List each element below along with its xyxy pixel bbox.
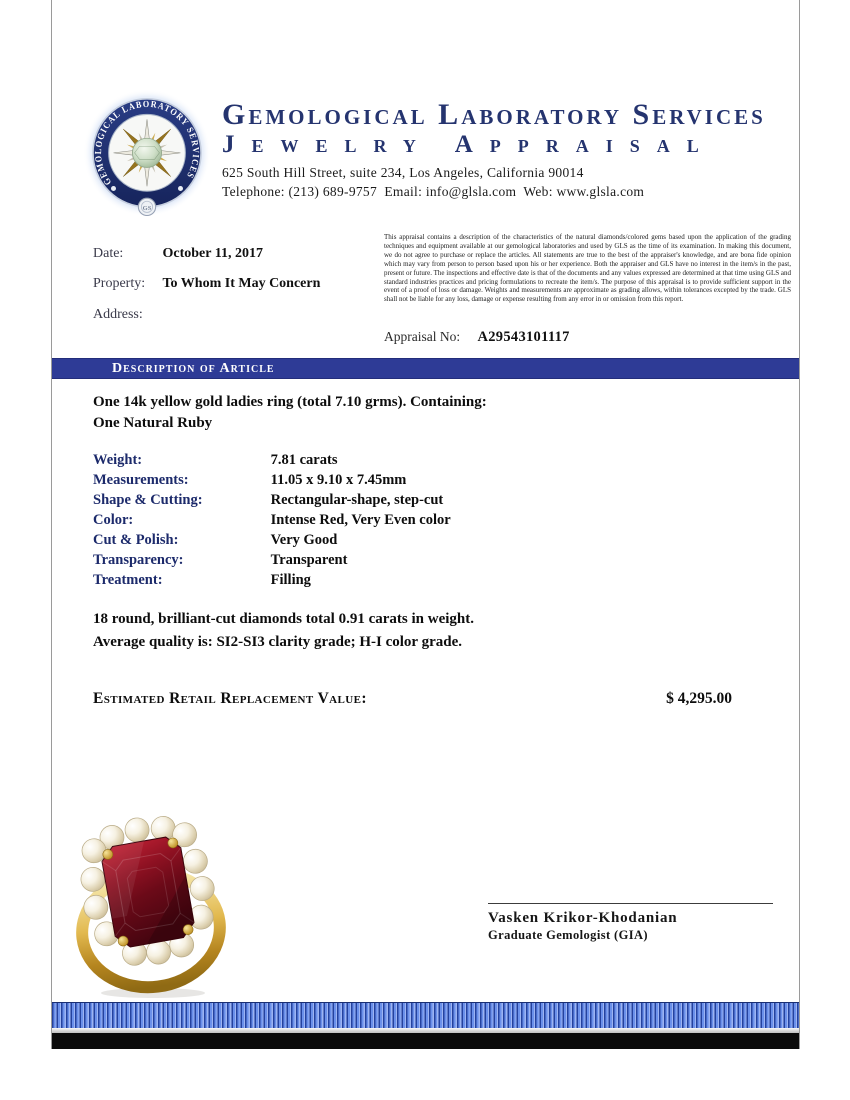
spec-label: Cut & Polish:	[93, 532, 179, 548]
ring-photo	[63, 816, 263, 1004]
spec-label: Treatment:	[93, 572, 163, 588]
spec-value: Filling	[270, 572, 311, 588]
spec-value: Intense Red, Very Even color	[270, 512, 451, 528]
table-row	[93, 450, 451, 470]
disclaimer-text: This appraisal contains a description of the characteristics of the natural diamonds/colored gems based upon the application of the grading techniques and equipment available at our gemological laboratories and used by GLS as the time of its examination. In making this document, we do not agree to purchase or replace the articles. All statements are true to the best of the appraiser's knowledge, and are bona fide opinion which may vary from person to person based upon his or her experience. Both the appraiser and GLS have no interest in the item/s in the past, present or future. The inspections and effective date is that of the documents and any values expressed are determined at that time using GLS and standard industries practices and pricing formulations to recreate the item/s. The purpose of this appraisal is to provide sufficient support in the event of a proof of loss or damage. Weights and measurements are approximate as grading allows, within tolerances excepted by the trade. GLS shall not be liable for any loss, damage or expense resulting from any error in or omission from this report.	[384, 233, 791, 304]
diamonds-line1: 18 round, brilliant-cut diamonds total 0.91 carats in weight.	[93, 611, 474, 627]
table-row	[93, 510, 451, 530]
valuation-amount: $ 4,295.00	[666, 690, 732, 707]
property-label: Property:	[93, 276, 146, 291]
address-row	[93, 307, 159, 323]
spec-value: Very Good	[270, 532, 338, 548]
seal-dot-left	[111, 186, 116, 191]
article-description-line2: One Natural Ruby	[93, 415, 213, 431]
property-value: To Whom It May Concern	[162, 276, 321, 291]
company-seal-graphic	[82, 88, 212, 222]
section-title: Description of Article	[112, 361, 275, 376]
company-seal-logo	[82, 88, 212, 222]
valuation-label: Estimated Retail Replacement Value:	[93, 690, 367, 707]
signature-block	[488, 903, 773, 943]
date-label: Date:	[93, 246, 124, 261]
company-name: Gemological Laboratory Services	[222, 98, 766, 131]
company-address: 625 South Hill Street, suite 234, Los Angeles, California 90014	[222, 165, 584, 180]
date-row	[93, 246, 263, 262]
spec-value: Rectangular-shape, step-cut	[270, 492, 444, 508]
diamonds-description	[93, 608, 474, 654]
ring-photo-graphic	[63, 816, 263, 1004]
appraisal-number-row	[384, 329, 570, 346]
seal-ring-text: GEMOLOGICAL LABORATORY SERVICES	[93, 99, 201, 187]
seal-badge-text: GS	[142, 204, 152, 212]
section-header-bar	[52, 358, 799, 379]
spec-value: 11.05 x 9.10 x 7.45mm	[270, 472, 407, 488]
spec-label: Color:	[93, 512, 134, 528]
diamonds-line2: Average quality is: SI2-SI3 clarity grade; H-I color grade.	[93, 634, 462, 650]
address-label: Address:	[93, 307, 143, 322]
table-row	[93, 470, 451, 490]
article-description	[93, 392, 487, 434]
spec-label: Measurements:	[93, 472, 189, 488]
ring-head	[70, 816, 226, 975]
spec-value: 7.81 carats	[270, 452, 338, 468]
spec-label: Transparency:	[93, 552, 184, 568]
appraiser-title: Graduate Gemologist (GIA)	[488, 928, 648, 942]
spec-value: Transparent	[270, 552, 348, 568]
table-row	[93, 530, 451, 550]
appraisal-number-label: Appraisal No:	[384, 329, 461, 344]
date-value: October 11, 2017	[162, 246, 263, 261]
decorative-blue-ribbon	[52, 1002, 799, 1029]
header	[222, 100, 792, 201]
valuation-row	[93, 690, 758, 708]
appraiser-name: Vasken Krikor-Khodanian	[488, 910, 678, 926]
document-type-title: Jewelry Appraisal	[222, 131, 716, 158]
spec-label: Shape & Cutting:	[93, 492, 203, 508]
article-description-line1: One 14k yellow gold ladies ring (total 7.10 grms). Containing:	[93, 394, 487, 410]
table-row	[93, 490, 451, 510]
center-gem	[132, 138, 161, 167]
property-row	[93, 276, 320, 292]
seal-dot-right	[178, 186, 183, 191]
document-frame	[51, 0, 800, 1049]
decorative-black-strip	[52, 1033, 799, 1049]
spec-label: Weight:	[93, 452, 143, 468]
appraisal-number-value: A29543101117	[477, 329, 570, 345]
table-row	[93, 570, 451, 590]
spec-table	[93, 450, 451, 590]
table-row	[93, 550, 451, 570]
company-contact: Telephone: (213) 689-9757 Email: info@glsla.com Web: www.glsla.com	[222, 184, 645, 199]
